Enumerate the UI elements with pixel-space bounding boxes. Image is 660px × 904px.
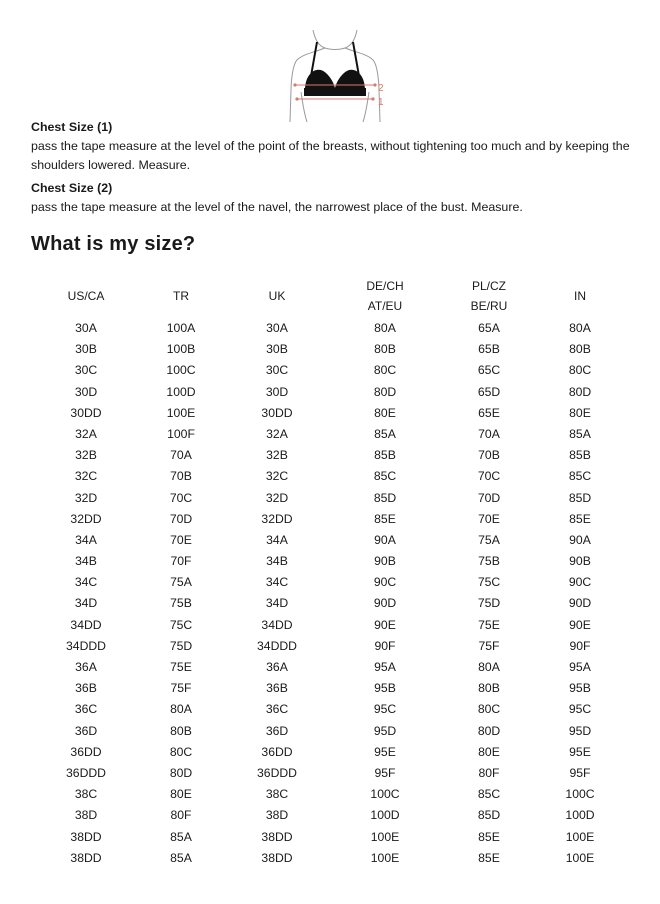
table-row (0, 360, 660, 381)
table-cell: 85D (477, 808, 501, 823)
table-row (0, 805, 660, 826)
table-cell: 85C (373, 469, 397, 484)
table-cell: 38D (265, 808, 289, 823)
measurement-figure (285, 30, 385, 122)
table-cell: 95B (374, 681, 396, 696)
table-row (0, 530, 660, 551)
table-cell: 70E (478, 511, 500, 526)
table-row (0, 424, 660, 445)
table-cell: 32B (266, 448, 288, 463)
table-row (0, 572, 660, 593)
table-cell: 75C (169, 617, 193, 632)
table-cell: 34C (265, 575, 289, 590)
table-cell: 30B (266, 342, 288, 357)
table-cell: 34A (75, 532, 97, 547)
header-de-ch-at-eu: DE/CH AT/EU (366, 279, 404, 313)
table-cell: 32D (74, 490, 98, 505)
table-cell: 80E (569, 405, 591, 420)
table-cell: 36DDD (66, 765, 106, 780)
table-cell: 80B (170, 723, 192, 738)
table-cell: 80F (478, 765, 500, 780)
header-uk: UK (268, 289, 286, 303)
table-cell: 95F (569, 765, 591, 780)
table-cell: 95D (373, 723, 397, 738)
table-cell: 80C (477, 702, 501, 717)
table-cell: 65C (477, 363, 501, 378)
table-row (0, 318, 660, 339)
table-cell: 32B (75, 448, 97, 463)
table-cell: 100C (565, 787, 595, 802)
table-cell: 90E (569, 617, 591, 632)
table-cell: 32C (74, 469, 98, 484)
table-row (0, 615, 660, 636)
table-cell: 80A (569, 321, 591, 335)
table-cell: 65A (478, 321, 500, 335)
table-cell: 70B (170, 469, 192, 484)
table-cell: 34B (75, 554, 97, 569)
table-cell: 95F (374, 765, 396, 780)
table-cell: 32A (75, 426, 97, 441)
table-cell: 32DD (70, 511, 102, 526)
header-us-ca: US/CA (67, 289, 105, 303)
table-cell: 80B (374, 342, 396, 357)
table-row (0, 699, 660, 720)
table-cell: 95C (373, 702, 397, 717)
table-cell: 90D (568, 596, 592, 611)
table-row (0, 742, 660, 763)
table-cell: 80F (170, 808, 192, 823)
table-cell: 85C (477, 787, 501, 802)
table-row (0, 657, 660, 678)
table-cell: 100B (166, 342, 196, 357)
table-cell: 80E (478, 744, 500, 759)
table-cell: 95C (568, 702, 592, 717)
table-cell: 75A (170, 575, 192, 590)
table-row (0, 466, 660, 487)
table-cell: 30A (75, 321, 97, 335)
table-cell: 36D (74, 723, 98, 738)
table-cell: 70C (477, 469, 501, 484)
table-cell: 80A (478, 660, 500, 674)
table-cell: 100E (565, 829, 595, 844)
table-row (0, 721, 660, 742)
table-cell: 85D (373, 490, 397, 505)
table-cell: 90A (374, 532, 396, 547)
table-cell: 36A (266, 660, 288, 674)
table-cell: 70A (170, 448, 192, 463)
table-cell: 32DD (261, 511, 293, 526)
table-cell: 85E (478, 850, 500, 865)
table-row (0, 488, 660, 509)
table-cell: 85D (568, 490, 592, 505)
table-cell: 34D (265, 596, 289, 611)
header-pl-cz-be-ru: PL/CZ BE/RU (470, 279, 508, 313)
chest-size-2-title: Chest Size (2) (31, 181, 113, 195)
table-cell: 75A (478, 532, 500, 547)
table-cell: 90C (373, 575, 397, 590)
table-row (0, 403, 660, 424)
table-cell: 70D (477, 490, 501, 505)
chest-size-1-title: Chest Size (1) (31, 120, 113, 134)
marker-2: 2 (378, 83, 384, 94)
table-row (0, 827, 660, 848)
table-cell: 90B (569, 554, 591, 569)
table-row (0, 445, 660, 466)
table-cell: 70F (170, 554, 192, 569)
table-cell: 34DDD (257, 638, 297, 653)
table-cell: 32C (265, 469, 289, 484)
table-header (0, 274, 660, 318)
table-cell: 30B (75, 342, 97, 357)
table-cell: 90F (374, 638, 396, 653)
table-cell: 75B (478, 554, 500, 569)
table-cell: 90A (569, 532, 591, 547)
header-in: IN (574, 289, 586, 303)
table-cell: 95D (568, 723, 592, 738)
table-cell: 32A (266, 426, 288, 441)
table-cell: 70A (478, 426, 500, 441)
table-cell: 30C (74, 363, 98, 378)
table-row (0, 339, 660, 360)
table-row (0, 382, 660, 403)
table-cell: 85A (374, 426, 396, 441)
table-cell: 75B (170, 596, 192, 611)
table-cell: 80C (373, 363, 397, 378)
table-cell: 75C (477, 575, 501, 590)
table-cell: 38DD (261, 829, 293, 844)
table-cell: 36B (266, 681, 288, 696)
table-cell: 100C (166, 363, 196, 378)
table-cell: 38C (74, 787, 98, 802)
table-cell: 38DD (261, 850, 293, 865)
table-cell: 75D (477, 596, 501, 611)
table-cell: 80A (374, 321, 396, 335)
table-cell: 80B (478, 681, 500, 696)
table-cell: 70E (170, 532, 192, 547)
size-table (0, 274, 660, 869)
table-cell: 75E (170, 660, 192, 674)
table-cell: 85B (569, 448, 591, 463)
table-cell: 70C (169, 490, 193, 505)
table-cell: 100C (370, 787, 400, 802)
table-cell: 85E (374, 511, 396, 526)
table-cell: 85E (569, 511, 591, 526)
table-cell: 30D (265, 384, 289, 399)
table-cell: 100E (565, 850, 595, 865)
table-cell: 34DD (261, 617, 293, 632)
table-cell: 75E (478, 617, 500, 632)
table-row (0, 848, 660, 869)
table-cell: 34D (74, 596, 98, 611)
table-cell: 100F (167, 426, 195, 441)
table-body (0, 318, 660, 869)
table-cell: 90B (374, 554, 396, 569)
table-cell: 80E (170, 787, 192, 802)
table-cell: 34A (266, 532, 288, 547)
table-cell: 70B (478, 448, 500, 463)
table-cell: 34B (266, 554, 288, 569)
table-cell: 95E (569, 744, 591, 759)
table-cell: 36D (265, 723, 289, 738)
table-cell: 38C (265, 787, 289, 802)
table-cell: 36B (75, 681, 97, 696)
table-cell: 90D (373, 596, 397, 611)
table-cell: 65B (478, 342, 500, 357)
table-cell: 75D (169, 638, 193, 653)
table-cell: 34DDD (66, 638, 106, 653)
table-cell: 100E (370, 829, 400, 844)
table-cell: 80D (373, 384, 397, 399)
chest-size-1-text: pass the tape measure at the level of the point of the breasts, without tightening too much and by keeping the shoulders lowered. Measure. (31, 139, 630, 172)
table-cell: 38DD (70, 850, 102, 865)
table-cell: 34DD (70, 617, 102, 632)
page-title: What is my size? (31, 233, 196, 255)
table-row (0, 784, 660, 805)
table-cell: 90F (569, 638, 591, 653)
table-cell: 80D (477, 723, 501, 738)
marker-1: 1 (378, 97, 384, 108)
header-tr: TR (173, 289, 189, 303)
table-cell: 95B (569, 681, 591, 696)
table-cell: 70D (169, 511, 193, 526)
table-cell: 30D (74, 384, 98, 399)
table-cell: 38DD (70, 829, 102, 844)
table-row (0, 636, 660, 657)
table-cell: 85A (569, 426, 591, 441)
table-cell: 85A (170, 850, 192, 865)
table-row (0, 763, 660, 784)
table-cell: 36DD (70, 744, 102, 759)
table-cell: 65E (478, 405, 500, 420)
table-cell: 100E (166, 405, 196, 420)
table-cell: 90E (374, 617, 396, 632)
table-cell: 75F (478, 638, 500, 653)
table-cell: 85C (568, 469, 592, 484)
table-cell: 34C (74, 575, 98, 590)
table-cell: 80D (169, 765, 193, 780)
table-cell: 90C (568, 575, 592, 590)
table-cell: 75F (170, 681, 192, 696)
table-cell: 36DDD (257, 765, 297, 780)
table-cell: 30C (265, 363, 289, 378)
table-row (0, 509, 660, 530)
table-row (0, 593, 660, 614)
table-cell: 85B (374, 448, 396, 463)
table-cell: 36DD (261, 744, 293, 759)
table-cell: 100E (370, 850, 400, 865)
table-cell: 36C (265, 702, 289, 717)
table-cell: 100D (565, 808, 595, 823)
table-cell: 80A (170, 702, 192, 717)
table-cell: 30A (266, 321, 288, 335)
chest-size-2-section (31, 179, 631, 217)
table-cell: 30DD (261, 405, 293, 420)
table-cell: 85E (478, 829, 500, 844)
chest-size-2-text: pass the tape measure at the level of the navel, the narrowest place of the bust. Measure. (31, 200, 523, 214)
table-cell: 80C (568, 363, 592, 378)
table-cell: 80B (569, 342, 591, 357)
table-cell: 36A (75, 660, 97, 674)
table-row (0, 678, 660, 699)
table-cell: 65D (477, 384, 501, 399)
table-cell: 32D (265, 490, 289, 505)
table-cell: 30DD (70, 405, 102, 420)
table-cell: 80D (568, 384, 592, 399)
table-cell: 80E (374, 405, 396, 420)
table-cell: 95A (374, 660, 396, 674)
table-cell: 100D (370, 808, 400, 823)
table-row (0, 551, 660, 572)
chest-size-1-section (31, 118, 631, 175)
table-cell: 38D (74, 808, 98, 823)
bra-measurement-illustration (285, 30, 385, 122)
table-cell: 100A (166, 321, 196, 335)
table-cell: 80C (169, 744, 193, 759)
table-cell: 95E (374, 744, 396, 759)
table-cell: 85A (170, 829, 192, 844)
table-cell: 36C (74, 702, 98, 717)
table-cell: 100D (166, 384, 196, 399)
table-cell: 95A (569, 660, 591, 674)
